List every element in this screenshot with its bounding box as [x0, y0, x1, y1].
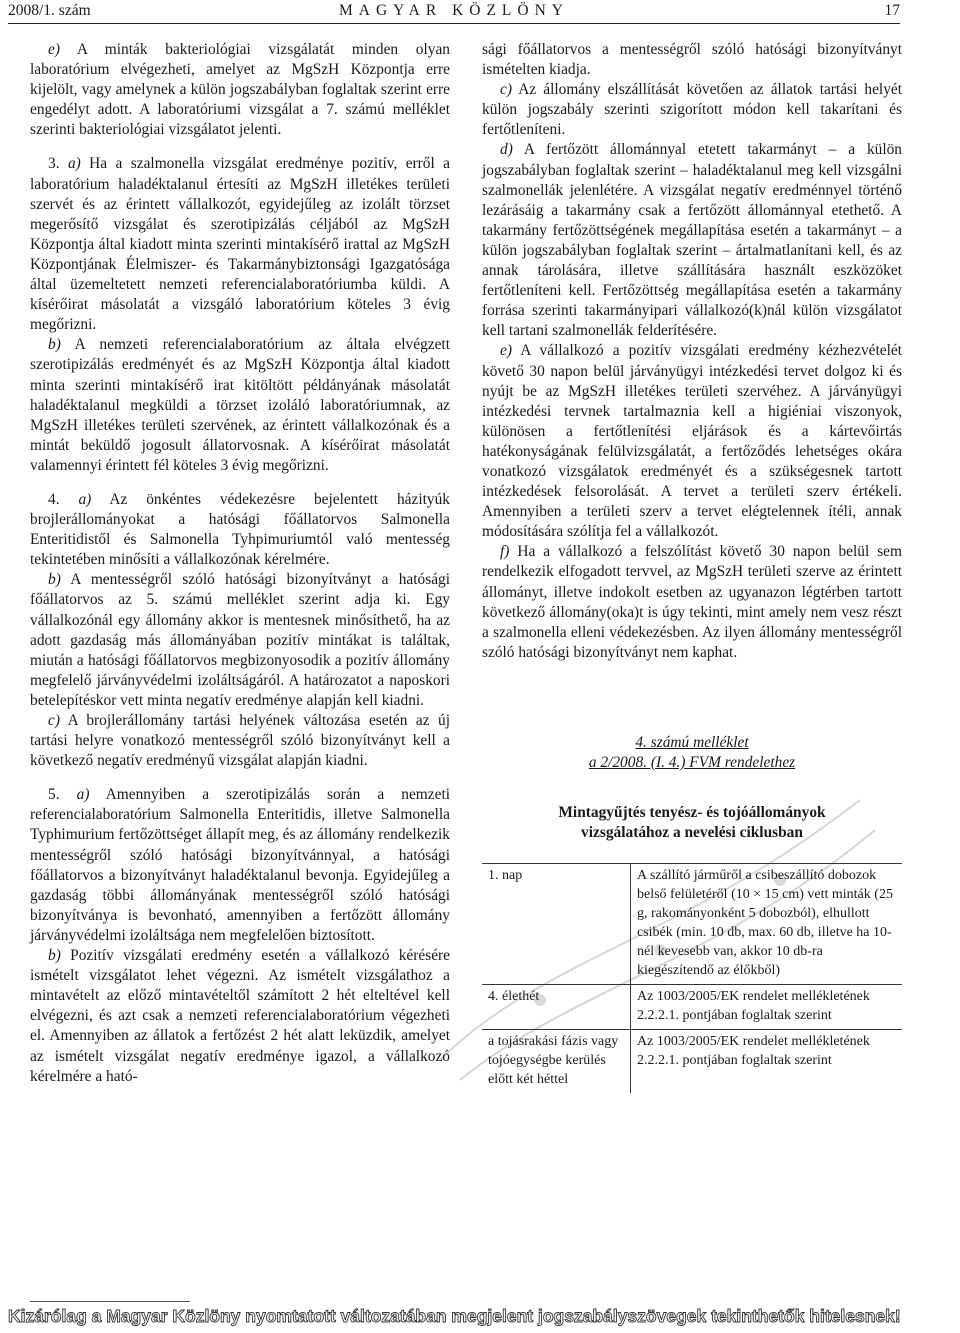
point-label: b): [48, 571, 61, 589]
table-cell-sample: Az 1003/2005/EK rendelet mellékletének 2.2.2.1. pontjában foglaltak szerint: [637, 988, 870, 1023]
annex-title-line: Mintagyűjtés tenyész- és tojóállományok: [558, 803, 826, 821]
page-number: 17: [884, 2, 900, 19]
sampling-schedule-table: [482, 863, 902, 1093]
paragraph-text: A mentességről szóló hatósági bizonyítványt a hatósági főállatorvos az 5. számú melléklet szerint adja ki. Egy vállalkozónál egy állomány akkor is mentesnek minősíthető, ha az adott gazdaság más állományában pozitív mintákat is találtak, miután a hatósági főállatorvos megbizonyosodik a pozitív állomány megfelelő járványvédelmi izoláltságáról. A határozatot a naposkori betelepítéskor vett minta negatív eredménye alapján kell kiadni.: [30, 571, 450, 709]
table-cell-time: 1. nap: [482, 863, 631, 984]
paragraph: [30, 490, 450, 570]
paragraph-text: A vállalkozó a pozitív vizsgálati eredmény kézhezvételét követő 30 napon belül járványügyi intézkedési tervet dolgoz ki és nyújt be az MgSzH illetékes területi szervéhez. A járványügyi intézkedési tervnek tartalmaznia kell a higiéniai viszonyok, különösen a fertőtlenítési eljárások és a kártevőirtás hatékonyságának felülvizsgálatát, a fertőződés lehetséges okára vonatkozó vizsgálatok eredményét és a szükségesnek tartott intézkedések felsorolását. A tervet a területi szerv értékeli. Amennyiben a területi szerv a tervet elégtelennek ítéli, annak módosítására szólítja fel a vállalkozót.: [482, 342, 902, 541]
table-row: [482, 1029, 902, 1093]
annex-title-line: vizsgálatához a nevelési ciklusban: [581, 823, 803, 841]
page-header: [8, 2, 900, 24]
paragraph: [30, 335, 450, 476]
point-label: a): [76, 786, 90, 804]
table-cell-sample: A szállító járműről a csibeszállító dobozok belső felületéről (10 × 15 cm) vett minták (25 g, rakományonként 5 dobozból), elhullott csibék (min. 10 db, max. 60 db, illetve ha 10-nél kevesebb van, akkor 10 db-ra kiegészítendő az élőkből): [637, 867, 893, 978]
publication-title: MAGYAR KÖZLÖNY: [339, 2, 569, 19]
point-label: d): [500, 141, 513, 159]
paragraph: [30, 711, 450, 771]
authenticity-notice: Kizárólag a Magyar Közlöny nyomtatott változatában megjelent jogszabályszövegek tekinthetők hitelesnek!: [8, 1306, 901, 1326]
header-rule: [8, 23, 900, 24]
table-cell-sample: Az 1003/2005/EK rendelet mellékletének 2.2.2.1. pontjában foglaltak szerint: [637, 1033, 870, 1068]
table-row: [482, 863, 902, 984]
point-label: f): [500, 543, 510, 561]
table-cell-time: a tojásrakási fázis vagy tojóegységbe kerülés előtt két héttel: [482, 1029, 631, 1093]
paragraph-text: A minták bakteriológiai vizsgálatát minden olyan laboratórium elvégezheti, amelyet az MgSzH Központja erre kijelölt, vagy amelynek a külön jogszabályban foglaltak szerint erre engedélyt adott. A laboratóriumi vizsgálat a 7. számú melléklet szerinti bakteriológiai vizsgálatot jelenti.: [30, 41, 450, 139]
paragraph: [482, 341, 902, 542]
left-column: [30, 40, 450, 1087]
paragraph-text: Amennyiben a szerotipizálás során a nemzeti referencialaboratórium Salmonella Enteritidis, illetve Salmonella Typhimurium fertőzöttséget állapít meg, és az állomány rendelkezik mentességről szóló hatósági bizonyítvánnyal, a hatósági főállatorvos a bizonyítványt haladéktalanul bevonja. Egyidejűleg a gazdaság többi állományának mentességről szóló hatósági bizonyítványa is bevonható, amennyiben a fertőzött állomány járványvédelmi izoláltsága nem megfelelően biztosított.: [30, 786, 450, 944]
paragraph-text: A brojlerállomány tartási helyének változása esetén az új tartási helyre vonatkozó mentességről szóló bizonyítványt kell a következő negatív eredményű vizsgálat alapján kiadni.: [30, 712, 450, 770]
footer-rule: [30, 1301, 190, 1302]
paragraph-text: sági főállatorvos a mentességről szóló hatósági bizonyítványt ismételten kiadja.: [482, 41, 902, 79]
table-cell-time: 4. élethét: [482, 984, 631, 1029]
point-label: a): [78, 490, 92, 508]
paragraph: [30, 785, 450, 946]
point-label: a): [67, 155, 81, 173]
paragraph: [30, 40, 450, 140]
annex-title: [482, 803, 902, 843]
annex-reference: [482, 733, 902, 773]
point-label: e): [500, 342, 512, 360]
point-label: c): [500, 81, 512, 99]
paragraph: [482, 140, 902, 341]
paragraph-text: A fertőzött állománnyal etetett takarmányt – a külön jogszabályban foglaltak szerint – haladéktalanul meg kell vizsgálni szalmonellák jelenlétére. A vizsgálat negatív eredménnyel történő lezárásáig a takarmány csak a fertőzött állománnyal etethető. A takarmány fertőzöttségének megállapítása esetén a takarmányt – a külön jogszabályban foglaltak szerint – ártalmatlanítani kell, és az annak tárolására, illetve szállítására használt eszközöket fertőtleníteni kell. Fertőzöttség megállapítása esetén a takarmány forrása szerinti takarmányipari vállalkozó(k)nál külön vizsgálatot kell tartani szalmonellák felderítésére.: [482, 141, 902, 340]
point-label: c): [48, 712, 60, 729]
paragraph-text: Ha a vállalkozó a felszólítást követő 30 napon belül sem rendelkezik elfogadott tervvel, az MgSzH területi szerve az érintett állományt, illetve indokolt esetben az ugyanazon légtérben tartott következő állomány(oka)t is úgy tekinti, mint amely nem vesz részt a szalmonella elleni védekezésben. Az ilyen állomány mentességről szóló hatósági bizonyítványt nem kaphat.: [482, 543, 902, 661]
paragraph: [482, 80, 902, 140]
point-label: e): [48, 41, 60, 58]
section-number: 3.: [48, 155, 60, 173]
annex-number: 4. számú melléklet: [635, 733, 749, 751]
paragraph: [30, 946, 450, 1087]
paragraph: [30, 570, 450, 711]
section-number: 4.: [48, 490, 60, 508]
paragraph-text: A nemzeti referencialaboratórium az általa elvégzett szerotipizálás eredményét és az MgSzH Központja által kiadott minta szerinti mintakísérő irat kitöltött példányának másolatát haladéktalanul megküldi a törzset izoláló laboratóriumnak, az MgSzH illetékes területi szervének, az érintett vállalkozónak és a mintát beküldő jogosult állatorvosnak. A kísérőirat másolatát valamennyi érintett fél köteles 3 évig megőrizni.: [30, 336, 450, 474]
point-label: b): [48, 336, 61, 354]
paragraph-text: Pozitív vizsgálati eredmény esetén a vállalkozó kérésére ismételt vizsgálatot lehet végezni. Az ismételt vizsgálathoz a mintavételt az előző mintavételtől számított 2 hét elteltével kell elvégezni, és azt csak a nemzeti referencialaboratórium végezheti el. Amennyiben az állatok a fertőzést 2 hét alatt leküzdik, amelyet az ismételt vizsgálat negatív eredménye igazol, a vállalkozó kérelmére a ható-: [30, 947, 450, 1085]
table-row: [482, 984, 902, 1029]
paragraph-text: Az önkéntes védekezésre bejelentett házityúk brojlerállományokat a hatósági főállatorvos Salmonella Enteritidistől és Salmonella Tyhpimuriumtól való mentesség tekintetében minősíti a vállalkozónak kérelmére.: [30, 490, 450, 569]
paragraph: [482, 542, 902, 663]
section-number: 5.: [48, 786, 60, 804]
issue-number: 2008/1. szám: [8, 2, 91, 19]
paragraph: [30, 154, 450, 335]
annex-decree: a 2/2008. (I. 4.) FVM rendelethez: [588, 753, 796, 771]
point-label: b): [48, 947, 61, 965]
paragraph-text: Az állomány elszállítását követően az állatok tartási helyét külön jogszabály szerinti szigorított módon kell takarítani és fertőtleníteni.: [482, 81, 902, 139]
paragraph: [482, 40, 902, 80]
right-column: [482, 40, 902, 1093]
paragraph-text: Ha a szalmonella vizsgálat eredménye pozitív, erről a laboratórium haladéktalanul értesíti az MgSzH illetékes területi szervét és az érintett vállalkozót, egyidejűleg az izolált törzset megerősítő vizsgálat és szerotipizálás céljából az MgSzH Központja által kiadott minta szerinti mintakísérő irattal az MgSzH Központjának Élelmiszer- és Takarmánybiztonsági Igazgatósága által üzemeltetett nemzeti referencialaboratóriumba küldi. A kísérőirat másolatát a vizsgáló laboratórium köteles 3 évig megőrizni.: [30, 155, 450, 334]
